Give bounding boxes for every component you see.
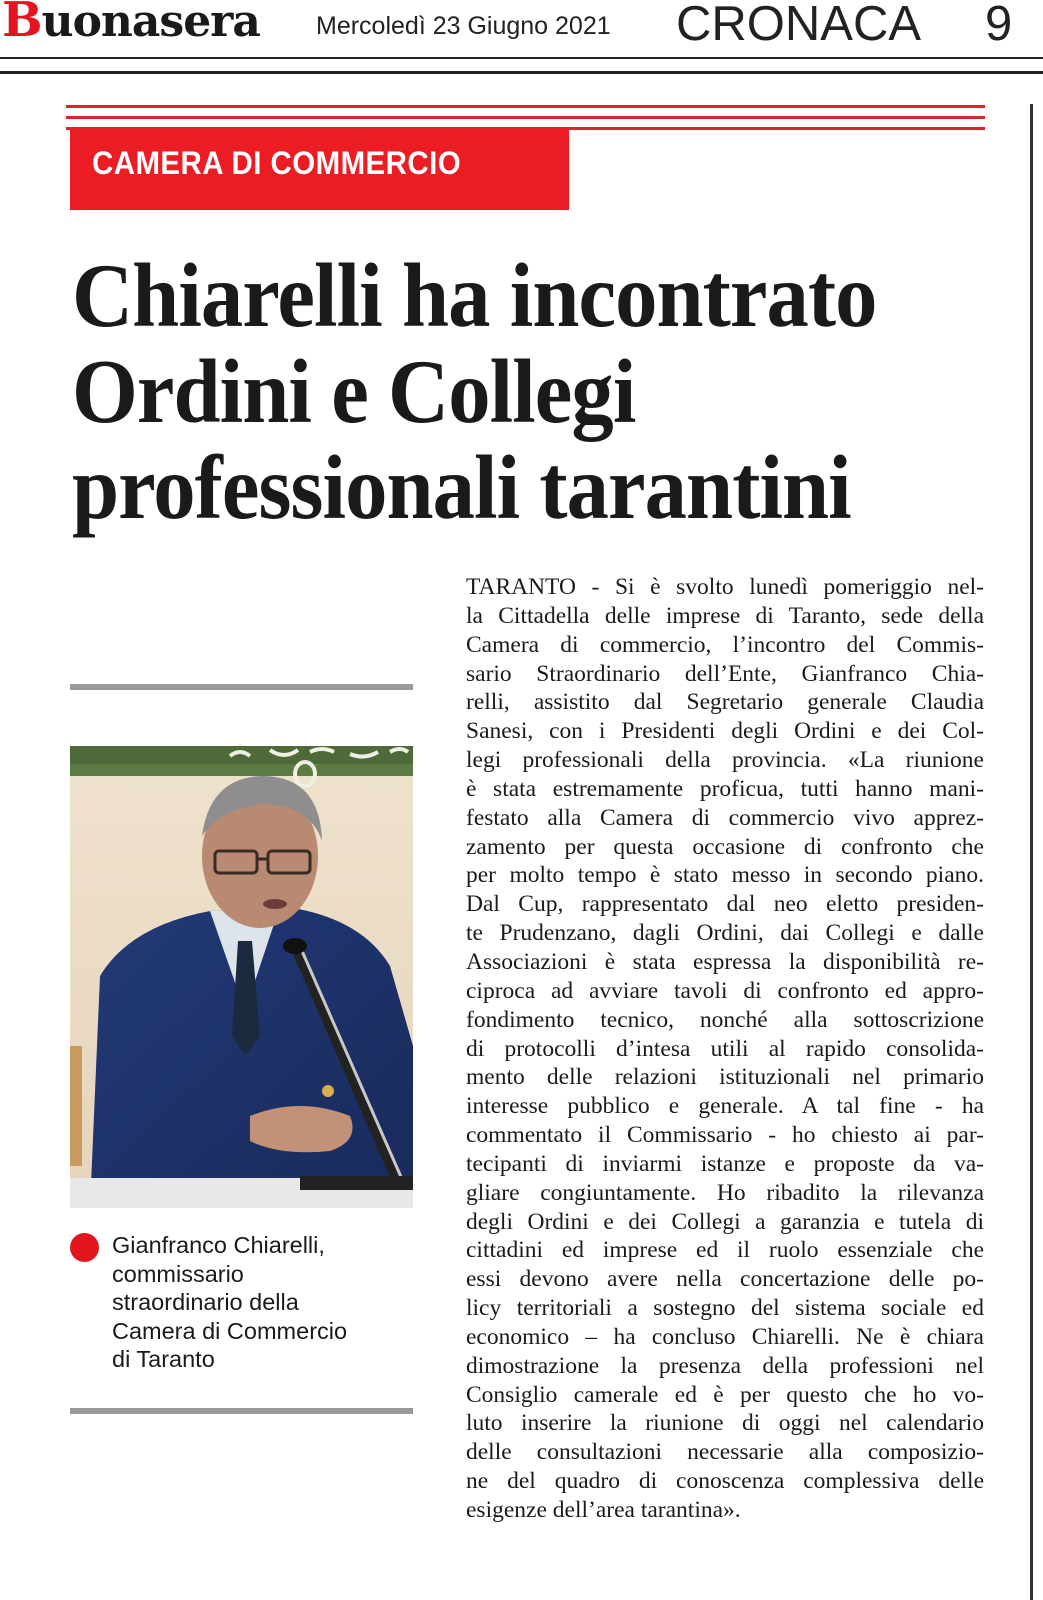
body-line: Dal Cup, rappresentato dal neo eletto presiden- [466,891,984,918]
body-line: mento delle relazioni istituzionali nel primario [466,1064,984,1091]
body-line: per molto tempo è stato messo in secondo piano. [466,862,984,889]
body-line: commentato il Commissario - ho chiesto ai par- [466,1122,984,1149]
body-line: Sanesi, con i Presidenti degli Ordini e dei Col- [466,718,984,745]
headline [72,245,992,538]
body-line: esigenze dell’area tarantina». [466,1497,741,1523]
article-body [466,573,984,1525]
caption-bullet-icon [70,1233,99,1262]
issue-date: Mercoledì 23 Giugno 2021 [316,12,611,40]
body-line: la Cittadella delle imprese di Taranto, sede della [466,602,984,629]
photo-image [70,746,413,1208]
body-line: economico – ha concluso Chiarelli. Ne è chiara [466,1323,984,1350]
body-line: ciproca ad avviare tavoli di confronto ed appro- [466,977,984,1004]
red-rule [66,116,985,119]
body-line: è stata estremamente proficua, tutti hanno mani- [466,775,984,802]
photo-caption [112,1231,412,1374]
body-line: luto inserire la riunione di oggi nel calendario [466,1410,984,1437]
body-line: sario Straordinario dell’Ente, Gianfranco Chia- [466,660,984,687]
body-line: ne del quadro di conoscenza complessiva delle [466,1468,984,1495]
newspaper-logo [2,0,260,48]
headline-line: Ordini e Collegi [72,341,636,442]
headline-line: Chiarelli ha incontrato [72,245,877,346]
masthead-rule-thick [0,71,1043,74]
page-number: 9 [985,0,1013,51]
caption-line: commissario [112,1260,244,1287]
body-line: legi professionali della provincia. «La riunione [466,747,984,774]
body-line: gliare congiuntamente. Ho ribadito la rilevanza [466,1179,984,1206]
column-divider [1030,104,1033,1600]
body-line: licy territoriali a sostegno del sistema sociale ed [466,1295,984,1322]
masthead [0,0,1043,70]
caption-line: Gianfranco Chiarelli, [112,1232,325,1258]
body-line: fondimento tecnico, nonché alla sottoscrizione [466,1006,984,1033]
caption-line: Camera di Commercio [112,1317,348,1344]
kicker-label: CAMERA DI COMMERCIO [92,145,462,181]
headline-line: professionali tarantini [72,437,851,538]
body-line: degli Ordini e dei Collegi a garanzia e tutela di [466,1208,984,1235]
logo-initial: B [2,0,42,48]
body-line: Camera di commercio, l’incontro del Commis- [466,631,984,658]
section-name: CRONACA [676,0,922,51]
body-line: Associazioni è stata espressa la disponibilità re- [466,948,984,975]
body-line: zamento per questa occasione di confronto che [466,833,984,860]
red-rule [66,105,985,108]
body-line: relli, assistito dal Segretario generale Claudia [466,689,984,716]
body-line: di protocolli d’intesa utili al rapido consolida- [466,1035,984,1062]
body-line: festato alla Camera di commercio vivo apprez- [466,804,984,831]
body-line: essi devono avere nella concertazione delle po- [466,1266,984,1293]
body-line: Consiglio camerale ed è per questo che ho vo- [466,1381,984,1408]
article-photo [70,746,413,1208]
caption-bottom-rule [70,1408,413,1414]
photo-top-rule [70,684,413,690]
body-line: TARANTO - Si è svolto lunedì pomeriggio nel- [466,574,984,600]
caption-line: straordinario della [112,1289,299,1315]
kicker-banner [70,127,569,210]
logo-text: uonasera [41,0,260,47]
body-line: tecipanti di inviarmi istanze e proposte da va- [466,1150,984,1177]
body-line: te Prudenzano, dagli Ordini, dai Collegi e dalle [466,920,984,947]
body-line: delle consultazioni necessarie alla composizio- [466,1439,984,1466]
caption-line: di Taranto [112,1346,215,1372]
masthead-rule-thin [0,57,1043,59]
body-line: cittadini ed imprese ed il ruolo essenziale che [466,1237,984,1264]
body-line: dimostrazione la presenza della professioni nel [466,1352,984,1379]
body-line: interesse pubblico e generale. A tal fine - ha [466,1093,984,1120]
